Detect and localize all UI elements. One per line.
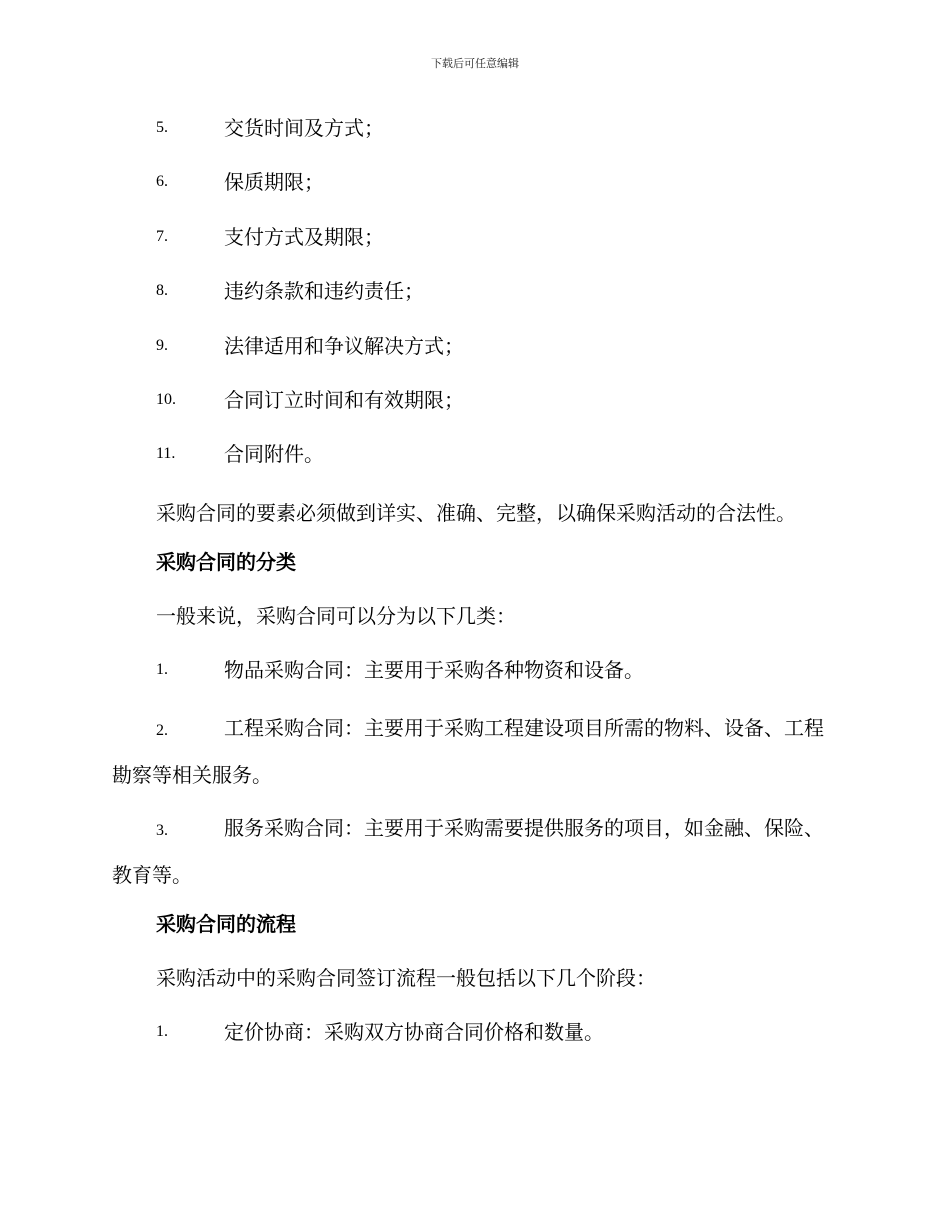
list-item — [112, 219, 842, 273]
list-item — [112, 110, 842, 164]
section-intro: 采购活动中的采购合同签订流程一般包括以下几个阶段： — [156, 966, 656, 991]
section-heading-process: 采购合同的流程 — [156, 912, 296, 937]
list-number: 5. — [156, 119, 168, 136]
list-item — [112, 436, 842, 490]
list-text: 合同附件。 — [224, 442, 324, 467]
list-number: 10. — [156, 390, 176, 408]
list-text: 交货时间及方式； — [224, 116, 384, 140]
list-text: 工程采购合同：主要用于采购工程建设项目所需的物料、设备、工程勘察等相关服务。 — [112, 716, 824, 788]
summary-paragraph: 采购合同的要素必须做到详实、准确、完整，以确保采购活动的合法性。 — [156, 500, 796, 525]
list-text: 保质期限； — [224, 170, 324, 195]
list-text: 支付方式及期限； — [224, 224, 384, 249]
page-header-note: 下载后可任意编辑 — [431, 57, 519, 70]
list-item — [112, 706, 842, 797]
list-text: 定价协商：采购双方协商合同价格和数量。 — [224, 1020, 604, 1045]
list-number: 3. — [156, 822, 168, 840]
list-text: 违约条款和违约责任； — [224, 279, 424, 304]
list-text: 合同订立时间和有效期限； — [224, 387, 464, 412]
document-body — [112, 110, 842, 1069]
list-text: 物品采购合同：主要用于采购各种物资和设备。 — [224, 657, 644, 682]
list-number: 6. — [156, 173, 168, 191]
section-heading-classification: 采购合同的分类 — [156, 549, 296, 574]
list-number: 9. — [156, 336, 168, 354]
section-intro: 一般来说，采购合同可以分为以下几类： — [156, 603, 516, 628]
list-item — [112, 652, 842, 706]
list-item — [112, 806, 842, 897]
list-number: 8. — [156, 282, 168, 300]
list-item — [112, 382, 842, 436]
list-number: 1. — [156, 660, 168, 678]
list-text: 法律适用和争议解决方式； — [224, 333, 464, 358]
list-item — [112, 1014, 842, 1068]
list-number: 1. — [156, 1023, 168, 1041]
list-text: 服务采购合同：主要用于采购需要提供服务的项目，如金融、保险、教育等。 — [112, 816, 824, 888]
list-item — [112, 328, 842, 382]
list-item — [112, 164, 842, 218]
list-item — [112, 273, 842, 327]
list-number: 2. — [156, 722, 168, 740]
list-number: 7. — [156, 227, 168, 245]
list-number: 11. — [156, 445, 176, 463]
